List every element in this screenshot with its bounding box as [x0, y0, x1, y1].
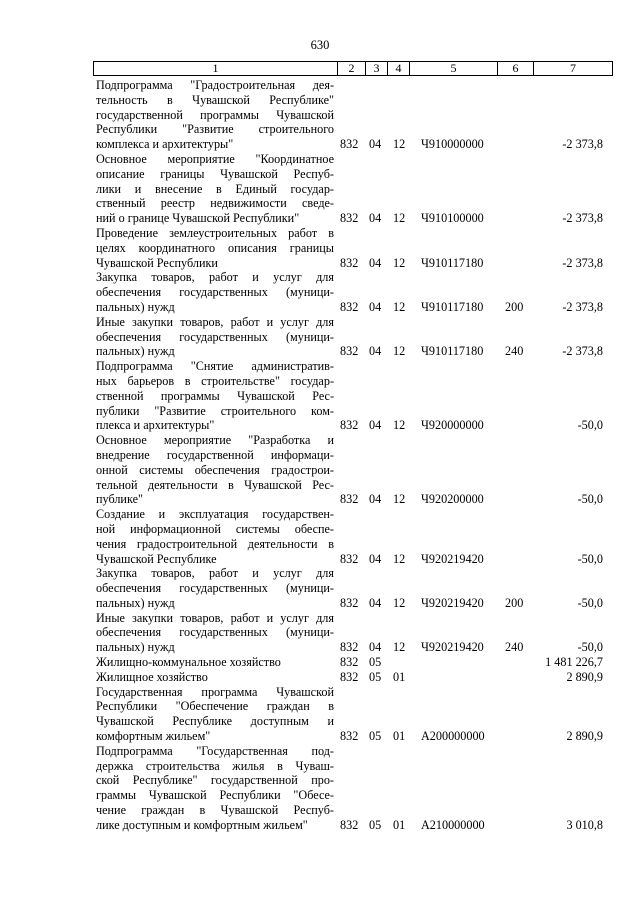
- description-line: чение граждан в Чувашской Респуб-: [96, 803, 334, 818]
- row-description: [93, 433, 334, 507]
- description-line: Закупка товаров, работ и услуг для: [96, 566, 334, 581]
- subsection-code: 12: [393, 551, 406, 566]
- description-line: Чувашской Республики: [96, 255, 218, 270]
- amount: 2 890,9: [566, 669, 603, 684]
- description-line: обеспечения государственных (муници-: [96, 581, 334, 596]
- subsection-code: 01: [393, 669, 406, 684]
- table-row: [93, 566, 613, 610]
- row-description: [93, 359, 334, 433]
- target-item-code: Ч920000000: [421, 418, 484, 433]
- table-row: [93, 507, 613, 566]
- admin-code: 832: [340, 551, 359, 566]
- expense-type-code: 200: [505, 299, 524, 314]
- description-line: пальных) нужд: [96, 595, 175, 610]
- table-row: [93, 78, 613, 152]
- description-line: ных барьеров в строительстве" государ-: [96, 373, 334, 388]
- description-line: комплекса и архитектуры": [96, 137, 234, 152]
- row-description: [93, 670, 334, 685]
- table-row: [93, 226, 613, 270]
- description-line: Подпрограмма "Государственная под-: [96, 743, 334, 758]
- table-row: [93, 685, 613, 744]
- admin-code: 832: [340, 655, 359, 670]
- subsection-code: 12: [393, 255, 406, 270]
- section-code: 04: [369, 418, 382, 433]
- description-line: обеспечения государственных (муници-: [96, 625, 334, 640]
- header-col-3: 3: [365, 62, 387, 75]
- admin-code: 832: [340, 344, 359, 359]
- row-description: [93, 78, 334, 152]
- row-description: [93, 315, 334, 359]
- description-line: ний о границе Чувашской Республики": [96, 211, 300, 226]
- description-line: чения градостроительной деятельности в: [96, 536, 334, 551]
- section-code: 04: [369, 299, 382, 314]
- description-line: внедрение государственной информаци-: [96, 447, 334, 462]
- description-line: комфортным жильем": [96, 729, 211, 744]
- header-col-1: 1: [212, 61, 219, 75]
- row-description: [93, 685, 334, 744]
- section-code: 04: [369, 492, 382, 507]
- subsection-code: 01: [393, 729, 406, 744]
- target-item-code: Ч920219420: [421, 640, 484, 655]
- amount: -2 373,8: [562, 299, 603, 314]
- expense-type-code: 240: [505, 344, 524, 359]
- subsection-code: 12: [393, 137, 406, 152]
- subsection-code: 12: [393, 299, 406, 314]
- description-line: Иные закупки товаров, работ и услуг для: [96, 314, 334, 329]
- amount: -50,0: [577, 640, 603, 655]
- admin-code: 832: [340, 299, 359, 314]
- description-line: Проведение землеустроительных работ в: [96, 225, 334, 240]
- section-code: 04: [369, 344, 382, 359]
- description-line: обеспечения государственных (муници-: [96, 329, 334, 344]
- subsection-code: 12: [393, 595, 406, 610]
- description-line: граммы Чувашской Республики "Обесе-: [96, 788, 334, 803]
- row-description: [93, 655, 334, 670]
- header-col-6: 6: [497, 62, 533, 75]
- amount: -2 373,8: [562, 255, 603, 270]
- page-number: 630: [310, 38, 330, 52]
- amount: -50,0: [577, 492, 603, 507]
- description-line: государственной программы Чувашской: [96, 107, 334, 122]
- subsection-code: 12: [393, 640, 406, 655]
- table-row: [93, 315, 613, 359]
- description-line: обеспечения государственных (муници-: [96, 285, 334, 300]
- description-line: ной информационной системы обеспе-: [96, 521, 334, 536]
- admin-code: 832: [340, 669, 359, 684]
- target-item-code: Ч910100000: [421, 211, 484, 226]
- description-line: ственный реестр недвижимости сведе-: [96, 196, 334, 211]
- description-line: плекса и архитектуры": [96, 418, 215, 433]
- table-row: [93, 655, 613, 670]
- subsection-code: 12: [393, 344, 406, 359]
- row-description: [93, 566, 334, 610]
- table-row: [93, 152, 613, 226]
- description-line: Подпрограмма "Градостроительная дея-: [96, 78, 334, 92]
- admin-code: 832: [340, 211, 359, 226]
- description-line: описание границы Чувашской Респуб-: [96, 166, 334, 181]
- row-description: [93, 226, 334, 270]
- description-line: Чувашской Республике: [96, 551, 217, 566]
- description-line: пальных) нужд: [96, 344, 175, 359]
- target-item-code: А210000000: [421, 817, 485, 832]
- description-line: публике": [96, 492, 143, 507]
- expense-type-code: 240: [505, 640, 524, 655]
- amount: -50,0: [577, 595, 603, 610]
- admin-code: 832: [340, 729, 359, 744]
- admin-code: 832: [340, 255, 359, 270]
- admin-code: 832: [340, 595, 359, 610]
- table-body: [93, 78, 613, 833]
- admin-code: 832: [340, 137, 359, 152]
- description-line: Иные закупки товаров, работ и услуг для: [96, 610, 334, 625]
- description-line: ственной программы Чувашской Рес-: [96, 388, 334, 403]
- admin-code: 832: [340, 492, 359, 507]
- description-line: Жилищное хозяйство: [96, 669, 208, 684]
- section-code: 04: [369, 255, 382, 270]
- section-code: 05: [369, 655, 382, 670]
- amount: -2 373,8: [562, 344, 603, 359]
- description-line: ской Республике" государственной про-: [96, 773, 334, 788]
- admin-code: 832: [340, 817, 359, 832]
- description-line: Основное мероприятие "Разработка и: [96, 433, 334, 448]
- amount: 3 010,8: [566, 817, 603, 832]
- admin-code: 832: [340, 418, 359, 433]
- row-description: [93, 152, 334, 226]
- description-line: тельность в Чувашской Республике": [96, 92, 334, 107]
- subsection-code: 12: [393, 492, 406, 507]
- description-line: Основное мероприятие "Координатное: [96, 151, 334, 166]
- header-col-5: 5: [409, 62, 497, 75]
- table-row: [93, 744, 613, 833]
- section-code: 04: [369, 211, 382, 226]
- subsection-code: 12: [393, 211, 406, 226]
- amount: -50,0: [577, 551, 603, 566]
- description-line: целях координатного описания границы: [96, 240, 334, 255]
- expense-type-code: 200: [505, 595, 524, 610]
- target-item-code: Ч910117180: [421, 299, 484, 314]
- amount: -2 373,8: [562, 211, 603, 226]
- target-item-code: А200000000: [421, 729, 485, 744]
- section-code: 05: [369, 729, 382, 744]
- table-header: [93, 61, 613, 76]
- description-line: Создание и эксплуатация государствен-: [96, 507, 334, 522]
- amount: -2 373,8: [562, 137, 603, 152]
- section-code: 04: [369, 551, 382, 566]
- table-row: [93, 611, 613, 655]
- description-line: держка строительства жилья в Чуваш-: [96, 758, 334, 773]
- description-line: Подпрограмма "Снятие административ-: [96, 359, 334, 374]
- section-code: 04: [369, 640, 382, 655]
- amount: 1 481 226,7: [545, 655, 603, 670]
- description-line: тельной деятельности в Чувашской Рес-: [96, 477, 334, 492]
- target-item-code: Ч910117180: [421, 255, 484, 270]
- header-col-2: 2: [337, 62, 365, 75]
- description-line: лики и внесение в Единый государ-: [96, 181, 334, 196]
- target-item-code: Ч920219420: [421, 595, 484, 610]
- target-item-code: Ч920200000: [421, 492, 484, 507]
- description-line: Республики "Обеспечение граждан в: [96, 699, 334, 714]
- target-item-code: Ч910117180: [421, 344, 484, 359]
- row-description: [93, 507, 334, 566]
- description-line: лике доступным и комфортным жильем": [96, 817, 308, 832]
- header-col-4: 4: [387, 62, 409, 75]
- section-code: 04: [369, 595, 382, 610]
- description-line: пальных) нужд: [96, 299, 175, 314]
- description-line: Закупка товаров, работ и услуг для: [96, 270, 334, 285]
- section-code: 05: [369, 817, 382, 832]
- subsection-code: 01: [393, 817, 406, 832]
- target-item-code: Ч910000000: [421, 137, 484, 152]
- description-line: Республики "Развитие строительного: [96, 122, 334, 137]
- description-line: Государственная программа Чувашской: [96, 684, 334, 699]
- table-row: [93, 359, 613, 433]
- row-description: [93, 744, 334, 833]
- amount: 2 890,9: [566, 729, 603, 744]
- table-row: [93, 270, 613, 314]
- description-line: онной системы обеспечения градострои-: [96, 462, 334, 477]
- admin-code: 832: [340, 640, 359, 655]
- row-description: [93, 611, 334, 655]
- description-line: Чувашской Республике доступным и: [96, 714, 334, 729]
- section-code: 04: [369, 137, 382, 152]
- table-row: [93, 433, 613, 507]
- header-col-7: 7: [533, 62, 612, 75]
- target-item-code: Ч920219420: [421, 551, 484, 566]
- section-code: 05: [369, 669, 382, 684]
- table-row: [93, 670, 613, 685]
- description-line: публики "Развитие строительного ком-: [96, 403, 334, 418]
- subsection-code: 12: [393, 418, 406, 433]
- row-description: [93, 270, 334, 314]
- description-line: Жилищно-коммунальное хозяйство: [96, 655, 281, 670]
- description-line: пальных) нужд: [96, 640, 175, 655]
- amount: -50,0: [577, 418, 603, 433]
